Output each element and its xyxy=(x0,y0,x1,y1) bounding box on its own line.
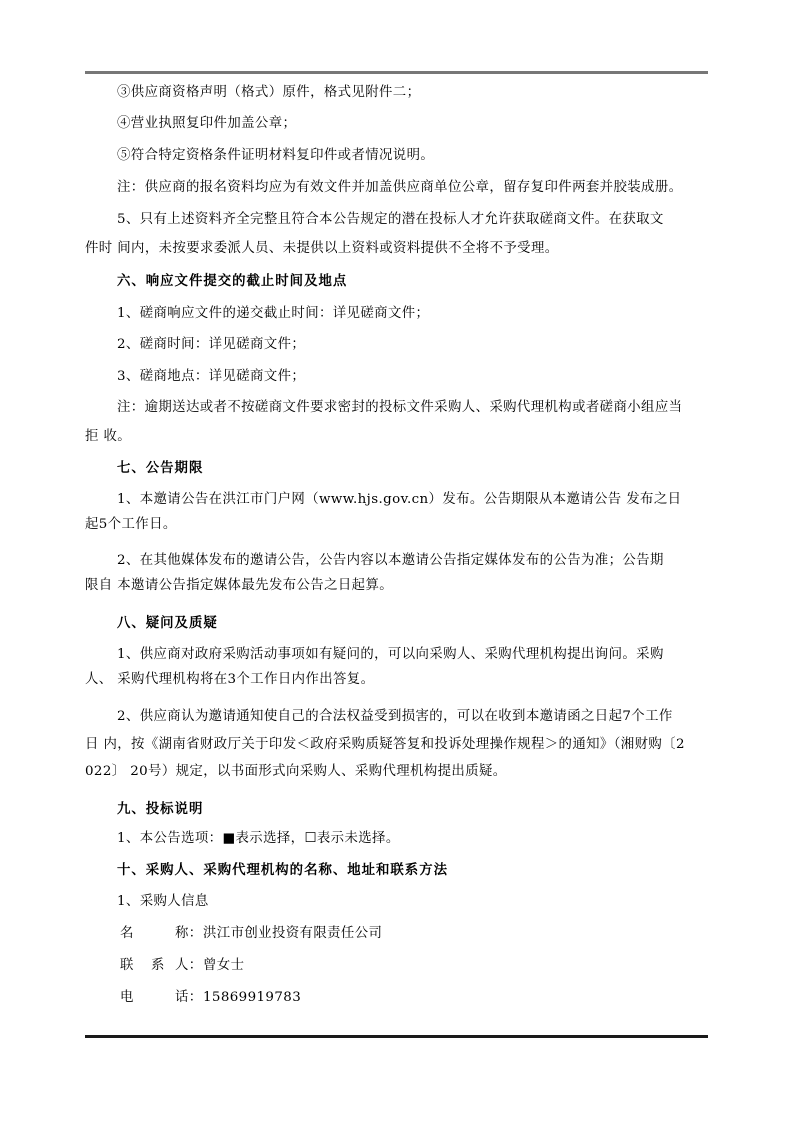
doc-line: 1、采购人信息 xyxy=(117,894,209,909)
doc-line: 1、磋商响应文件的递交截止时间：详见磋商文件； xyxy=(117,306,430,321)
section-heading-10: 十、采购人、采购代理机构的名称、地址和联系方法 xyxy=(117,863,448,878)
buyer-name-value: 洪江市创业投资有限责任公司 xyxy=(203,926,383,941)
buyer-phone-key: 电 xyxy=(120,990,134,1005)
buyer-phone-key: 话： xyxy=(175,990,203,1005)
doc-line: 件时 间内，未按要求委派人员、未提供以上资料或资料提供不全将不予受理。 xyxy=(85,241,559,256)
section-heading-8: 八、疑问及质疑 xyxy=(117,616,218,631)
doc-line: 拒 收。 xyxy=(85,429,132,444)
doc-line: 2、在其他媒体发布的邀请公告，公告内容以本邀请公告指定媒体发布的公告为准；公告期 xyxy=(117,553,664,568)
doc-line: ⑤符合特定资格条件证明材料复印件或者情况说明。 xyxy=(117,148,435,163)
doc-line: 人、 采购代理机构将在3个工作日内作出答复。 xyxy=(85,672,375,687)
doc-line: 1、供应商对政府采购活动事项如有疑问的，可以向采购人、采购代理机构提出询问。采购 xyxy=(117,647,664,662)
doc-line: 1、本邀请公告在洪江市门户网（www.hjs.gov.cn）发布。公告期限从本邀请公告 发布之日 xyxy=(117,492,682,507)
buyer-contact-key: 联 xyxy=(120,958,134,973)
buyer-phone-value: 15869919783 xyxy=(203,990,302,1005)
buyer-contact-key: 系 xyxy=(151,958,165,973)
buyer-contact-key: 人： xyxy=(175,958,203,973)
doc-note: 注：逾期送达或者不按磋商文件要求密封的投标文件采购人、采购代理机构或者磋商小组应当 xyxy=(117,400,683,415)
doc-line: 022〕 20号）规定，以书面形式向采购人、采购代理机构提出质疑。 xyxy=(85,764,507,779)
doc-line: 限自 本邀请公告指定媒体最先发布公告之日起算。 xyxy=(85,578,394,593)
doc-line: 2、供应商认为邀请通知使自己的合法权益受到损害的，可以在收到本邀请函之日起7个工作 xyxy=(117,709,673,724)
doc-line: 2、磋商时间：详见磋商文件； xyxy=(117,337,306,352)
doc-note: 注：供应商的报名资料均应为有效文件并加盖供应商单位公章，留存复印件两套并胶装成册。 xyxy=(117,180,683,195)
doc-line: 3、磋商地点：详见磋商文件； xyxy=(117,369,306,384)
buyer-contact-value: 曾女士 xyxy=(203,958,245,973)
section-heading-6: 六、响应文件提交的截止时间及地点 xyxy=(117,274,348,289)
doc-line: 日 内，按《湖南省财政厅关于印发＜政府采购质疑答复和投诉处理操作规程＞的通知》（湘财购〔2 xyxy=(85,737,685,752)
footer-rule xyxy=(85,1035,708,1038)
header-rule xyxy=(85,71,708,74)
buyer-name-key: 名 xyxy=(120,926,134,941)
doc-line: 5、只有上述资料齐全完整且符合本公告规定的潜在投标人才允许获取磋商文件。在获取文 xyxy=(117,212,664,227)
doc-line: 1、本公告选项：■表示选择，☐表示未选择。 xyxy=(117,831,400,846)
doc-line: ④营业执照复印件加盖公章； xyxy=(117,116,297,131)
doc-line: 起5个工作日。 xyxy=(85,517,177,532)
section-heading-9: 九、投标说明 xyxy=(117,802,204,817)
section-heading-7: 七、公告期限 xyxy=(117,461,204,476)
doc-line: ③供应商资格声明（格式）原件，格式见附件二； xyxy=(117,85,421,100)
buyer-name-key: 称： xyxy=(175,926,203,941)
